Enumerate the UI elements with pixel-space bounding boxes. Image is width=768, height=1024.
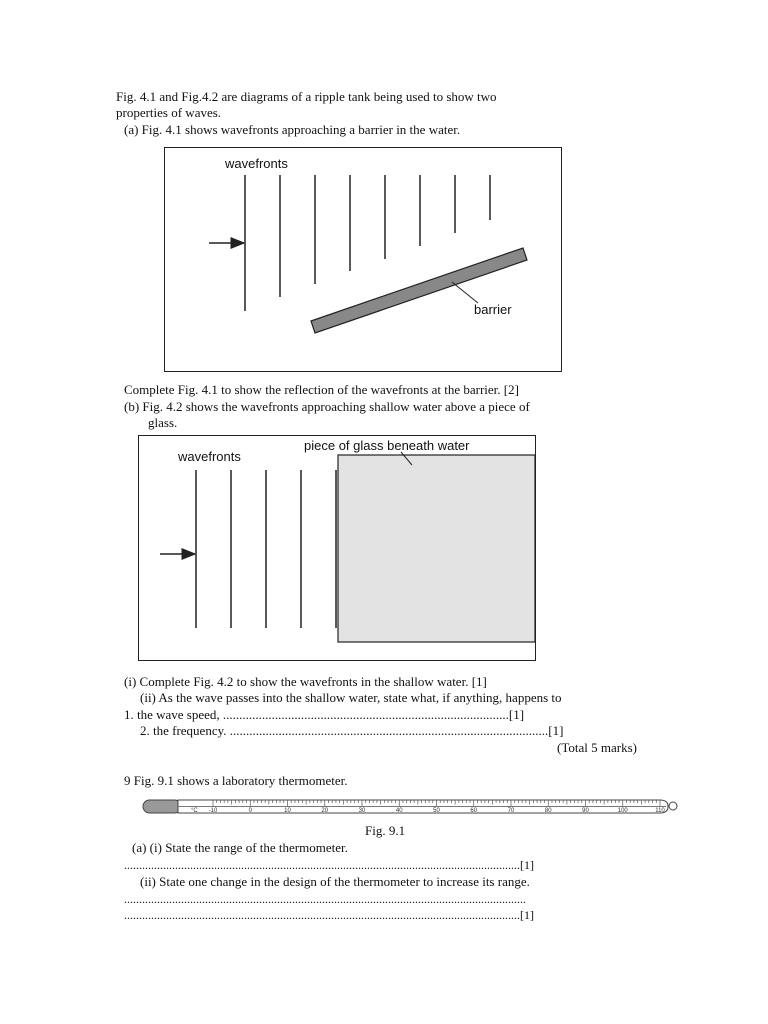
question-ii: (ii) As the wave passes into the shallow water, state what, if anything, happens to <box>140 690 562 705</box>
fig-9-1-caption: Fig. 9.1 <box>365 823 406 838</box>
thermometer-tick-label: 30 <box>358 808 366 814</box>
fig-4-1-barrier-leader <box>452 282 478 303</box>
part-b-line-1: (b) Fig. 4.2 shows the wavefronts approaching shallow water above a piece of <box>124 399 530 414</box>
thermometer-drawing <box>143 800 677 814</box>
answer-frequency: 2. the frequency. ..................................................................................................[1] <box>140 723 564 738</box>
fig-4-2-wavefronts-label: wavefronts <box>178 449 241 464</box>
intro-line-1: Fig. 4.1 and Fig.4.2 are diagrams of a ripple tank being used to show two <box>116 89 497 104</box>
fig-4-1-barrier-label: barrier <box>474 302 512 317</box>
thermometer-tick-label: 20 <box>321 808 329 814</box>
thermometer-tick-label: -10 <box>208 808 218 814</box>
fig-4-1-wavefronts-label: wavefronts <box>225 156 288 171</box>
question-9a-i: (a) (i) State the range of the thermometer. <box>132 840 348 855</box>
thermometer-tick-label: 90 <box>582 808 589 814</box>
fig-4-1-barrier <box>311 248 527 333</box>
question-9a-ii: (ii) State one change in the design of the thermometer to increase its range. <box>140 874 530 889</box>
answer-9a-ii-line-2: ....................................................................................................................................[1] <box>124 908 534 922</box>
thermometer-unit-label: °C <box>191 808 198 814</box>
thermometer-tick-label: 80 <box>544 808 552 814</box>
intro-line-2: properties of waves. <box>116 105 222 120</box>
part-a-text: (a) Fig. 4.1 shows wavefronts approaching a barrier in the water. <box>124 122 461 137</box>
thermometer-tick-label: 10 <box>284 808 291 814</box>
thermometer-tick-label: 50 <box>433 808 440 814</box>
thermometer-tick-label: 60 <box>470 808 478 814</box>
thermometer-tick-label: 0 <box>248 808 252 814</box>
part-b-line-2: glass. <box>148 415 178 430</box>
question-9: 9 Fig. 9.1 shows a laboratory thermometer. <box>124 773 348 788</box>
question-i: (i) Complete Fig. 4.2 to show the wavefronts in the shallow water. [1] <box>124 674 487 689</box>
answer-9a-i: ....................................................................................................................................[1] <box>124 858 534 872</box>
total-marks: (Total 5 marks) <box>557 740 637 755</box>
answer-wave-speed: 1. the wave speed, ........................................................................................[1] <box>124 707 525 722</box>
fig-4-2-frame <box>138 435 536 661</box>
complete-fig-4-1: Complete Fig. 4.1 to show the reflection of the wavefronts at the barrier. [2] <box>124 382 519 397</box>
fig-4-1-wavefronts <box>245 175 490 311</box>
thermometer-tick-label: 110 <box>655 808 665 814</box>
thermometer-tick-label: 70 <box>507 808 515 814</box>
thermometer-tick-label: 100 <box>617 808 628 814</box>
fig-4-2-glass-label: piece of glass beneath water <box>304 438 470 453</box>
thermometer-tick-label: 40 <box>395 808 403 814</box>
answer-9a-ii-line-1: ...................................................................................................................................... <box>124 892 526 906</box>
